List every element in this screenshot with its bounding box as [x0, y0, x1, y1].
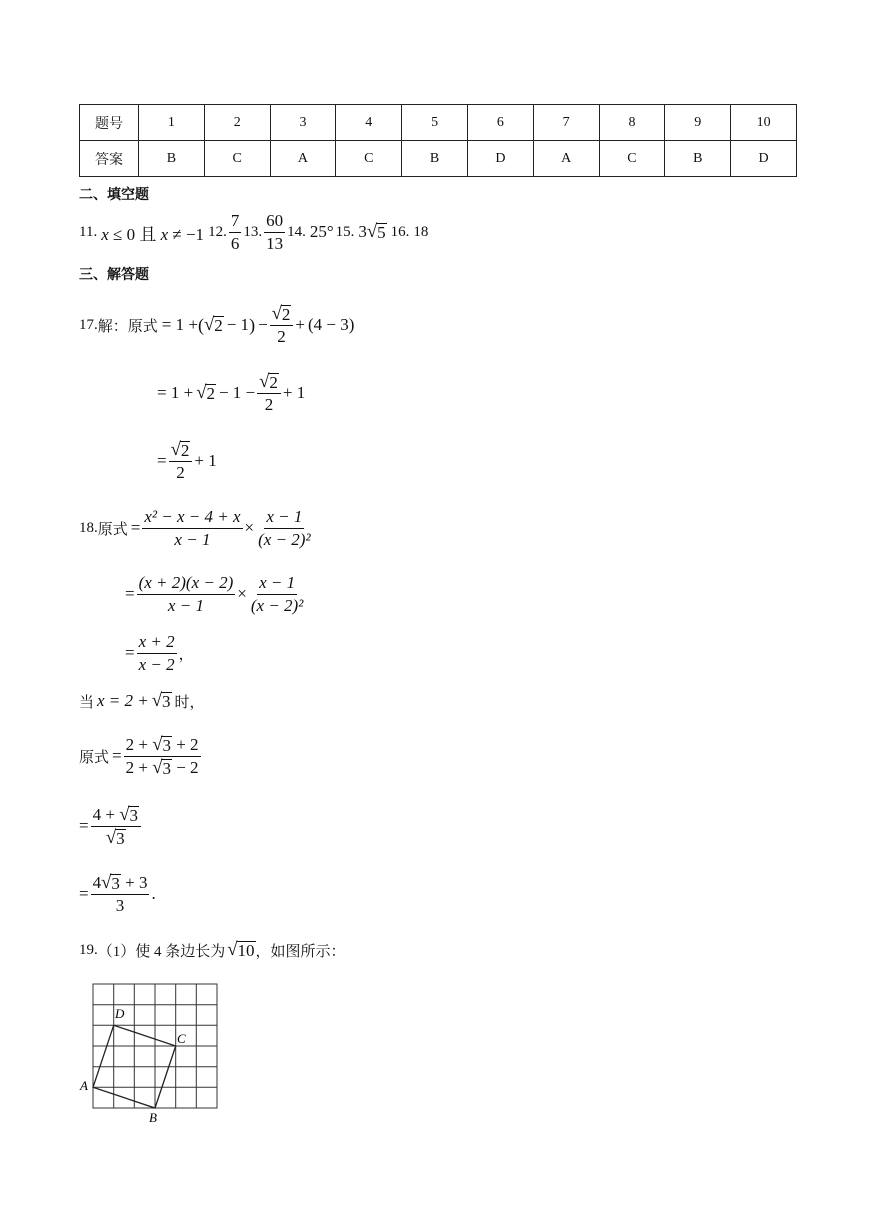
q18-sub-den-b: − 2 [176, 757, 199, 777]
q17-line-1: 17. 解：原式 = 1 + ( √ 2 − 1 ) − √ 2 2 + (4 − 3) [79, 302, 355, 346]
q17-line-3 [157, 438, 217, 484]
q18-step3-fraction [91, 873, 150, 915]
q18-step3-period: . [151, 884, 156, 903]
label-d: D [115, 1006, 125, 1021]
q12-fraction [229, 211, 242, 253]
q13-numerator: 60 [264, 211, 285, 233]
q18-l2-f2-num: x − 1 [257, 573, 297, 595]
q17-l3-eq: = [157, 451, 167, 470]
q18-sub-num-a: 2 + [125, 734, 148, 754]
q17-l1-minus: − [258, 315, 268, 334]
q17-l1-fraction [270, 304, 294, 346]
q19-text-b: ，如图所示： [255, 943, 346, 960]
q14-label: 14. [287, 223, 306, 240]
answer-table-number-row [80, 105, 797, 141]
q18-label: 18. [79, 519, 98, 536]
q15-label: 15. [335, 223, 355, 240]
q18-l1-f1-den: x − 1 [174, 529, 211, 549]
section-heading-fill-blank: 二、填空题 [79, 187, 149, 203]
number-cell: 10 [731, 105, 797, 141]
q18-sub-intro: 原式 [79, 749, 110, 766]
sqrt-icon: √ [366, 221, 378, 242]
q11-var-2: x [160, 224, 169, 244]
q17-label: 17. [79, 316, 98, 333]
number-cell: 6 [467, 105, 533, 141]
q18-sub-fraction [124, 735, 201, 778]
q19-text-a: （1）使 4 条边长为 [97, 943, 226, 960]
q18-l1-f2-den: (x − 2)² [258, 529, 311, 549]
q18-line-2 [125, 566, 307, 622]
q18-l3-den: x − 2 [138, 654, 175, 674]
q18-l2-f2-den: (x − 2)² [250, 595, 304, 615]
q18-l3-comma: ， [178, 646, 194, 663]
q17-l3-frac-radicand: 2 [180, 440, 190, 460]
q18-sub-eq: = [112, 746, 122, 765]
q18-l1-times: × [244, 518, 255, 537]
q18-l2-eq: = [125, 584, 135, 603]
q18-l1-f2-num: x − 1 [264, 507, 304, 529]
sqrt-icon: √ [119, 803, 130, 825]
q18-intro: 原式 [97, 521, 128, 538]
q18-sub-num-b: + 2 [176, 734, 199, 754]
q18-sub-line [79, 730, 203, 782]
number-cell: 4 [336, 105, 402, 141]
q12-denominator: 6 [230, 233, 240, 253]
sqrt-icon: √ [101, 871, 112, 893]
sqrt-icon: √ [152, 756, 163, 778]
q18-l2-fraction-2 [249, 573, 305, 615]
q17-l1-term-c: − 1 [226, 315, 250, 334]
q18-sub-den-radicand: 3 [162, 758, 171, 778]
q17-l2-frac-den: 2 [264, 394, 274, 414]
q18-l1-eq: = [130, 518, 141, 537]
q18-when-prefix: 当 [79, 694, 95, 711]
q17-intro: 解：原式 [97, 318, 158, 335]
answer-cell: B [665, 141, 731, 177]
answer-cell: C [336, 141, 402, 177]
q14-value: 25° [309, 222, 334, 241]
sqrt-icon: √ [170, 438, 181, 460]
q17-l3-term-d: + 1 [194, 451, 217, 470]
q11-label: 11. [79, 223, 98, 240]
q13-denominator: 13 [266, 233, 284, 253]
q12-label: 12. [208, 223, 227, 240]
q17-l1-plus: + [295, 315, 306, 334]
q17-l2-term-a: = 1 + [157, 383, 194, 402]
q18-step2-num-a: 4 + [92, 804, 115, 824]
q13-label: 13. [243, 223, 263, 240]
q18-step2-den-radicand: 3 [116, 828, 125, 848]
answer-cell: A [533, 141, 599, 177]
answer-cell: B [402, 141, 468, 177]
q17-l2-term-f: + 1 [282, 383, 306, 402]
number-cell: 1 [139, 105, 205, 141]
q17-l2-frac-radicand: 2 [269, 372, 278, 392]
grid-figure [76, 976, 226, 1126]
q18-when-line [79, 688, 205, 714]
section-heading-solve: 三、解答题 [79, 267, 149, 283]
q18-when-suffix: 时， [174, 694, 205, 711]
number-cell: 7 [533, 105, 599, 141]
sqrt-icon: √ [227, 938, 238, 960]
q17-line-2 [157, 370, 305, 416]
row-header-answer: 答案 [80, 141, 139, 177]
q15-value [358, 222, 386, 242]
number-cell: 5 [402, 105, 468, 141]
q18-l2-times: × [237, 584, 247, 603]
number-cell: 3 [270, 105, 336, 141]
q16-label: 16. [390, 223, 410, 240]
number-cell: 2 [204, 105, 270, 141]
q11-var: x [101, 224, 109, 244]
q18-l3-num: x + 2 [137, 632, 177, 654]
q18-when-radicand: 3 [162, 691, 171, 711]
answer-table-answer-row [80, 141, 797, 177]
q18-when-expr: x = 2 + [97, 691, 149, 710]
q18-sub-den-a: 2 + [125, 757, 148, 777]
q17-l2-term-c: − 1 − [218, 383, 256, 402]
q18-step3-num-radicand: 3 [111, 873, 120, 893]
q18-l1-fraction-1 [142, 507, 242, 549]
q17-l2-fraction [257, 372, 281, 414]
sqrt-icon: √ [105, 826, 117, 848]
sqrt-icon: √ [203, 313, 215, 335]
sqrt-icon: √ [151, 689, 163, 711]
q18-l3-eq: = [125, 643, 135, 662]
q18-line-1 [79, 500, 315, 556]
q17-l1-paren-term: (4 − 3) [308, 315, 355, 334]
q16-value: 18 [413, 223, 429, 240]
answers-11-16-line [79, 212, 428, 252]
q17-l2-radicand: 2 [206, 383, 215, 403]
q17-l1-term-a: = 1 + [161, 315, 198, 334]
sqrt-icon: √ [259, 370, 270, 392]
q18-step2-fraction [91, 805, 141, 848]
answer-cell: A [270, 141, 336, 177]
q15-radicand: 5 [377, 223, 386, 242]
row-header-number: 题号 [80, 105, 139, 141]
q19-radicand: 10 [237, 940, 255, 960]
q18-l2-fraction-1 [137, 573, 236, 615]
q18-step-2 [79, 800, 143, 852]
q18-l3-fraction [137, 632, 177, 674]
answer-table [79, 104, 797, 177]
q17-l3-fraction [169, 440, 193, 482]
q11-cond1: ≤ 0 且 [113, 224, 157, 244]
number-cell: 9 [665, 105, 731, 141]
q18-l2-f1-den: x − 1 [167, 595, 204, 615]
q18-step-3 [79, 868, 156, 920]
q11-cond2: ≠ −1 [172, 224, 205, 244]
answer-cell: B [139, 141, 205, 177]
q18-l2-f1-num: (x + 2)(x − 2) [137, 573, 236, 595]
sqrt-icon: √ [152, 733, 163, 755]
q17-l1-radicand: 2 [214, 315, 223, 335]
grid-lines [93, 984, 217, 1108]
answer-cell: C [204, 141, 270, 177]
answer-cell: D [467, 141, 533, 177]
q18-step2-eq: = [79, 816, 89, 835]
q18-l1-f1-num: x² − x − 4 + x [142, 507, 242, 529]
q17-l3-frac-den: 2 [176, 462, 185, 482]
q18-step3-num-a: 4 [92, 872, 102, 892]
q17-l1-frac-radicand: 2 [281, 304, 291, 324]
q18-l1-fraction-2 [256, 507, 312, 549]
q18-sub-num-radicand: 3 [162, 735, 171, 755]
q19-label: 19. [79, 941, 98, 958]
q13-fraction [264, 211, 285, 253]
sqrt-icon: √ [271, 302, 282, 324]
q19-line [79, 936, 346, 964]
label-a: A [80, 1078, 88, 1093]
answer-cell: D [731, 141, 797, 177]
label-b: B [149, 1110, 157, 1125]
label-c: C [177, 1031, 186, 1046]
q18-line-3 [125, 630, 194, 676]
q12-numerator: 7 [229, 211, 242, 233]
q18-step2-num-radicand: 3 [129, 805, 138, 825]
number-cell: 8 [599, 105, 665, 141]
q18-step3-num-b: + 3 [125, 872, 148, 892]
q17-l1-frac-den: 2 [277, 326, 286, 346]
q18-step3-den: 3 [115, 895, 125, 915]
sqrt-icon: √ [196, 381, 207, 403]
q15-coefficient: 3 [358, 222, 367, 241]
q18-step3-eq: = [79, 884, 89, 903]
answer-cell: C [599, 141, 665, 177]
